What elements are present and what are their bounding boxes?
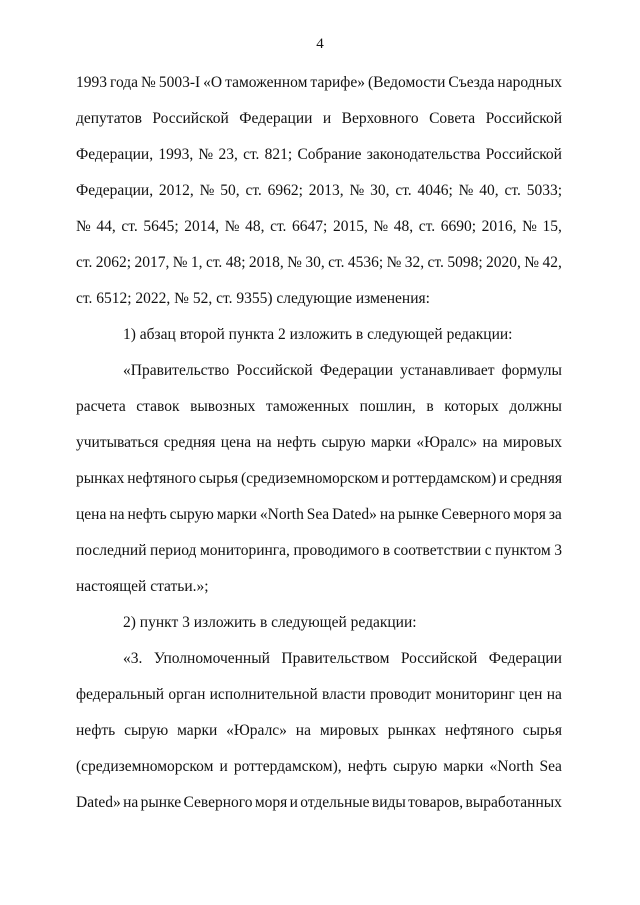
word: 48,	[245, 218, 265, 235]
word: №	[287, 254, 302, 271]
word: ст.	[245, 182, 262, 199]
word: сырую	[124, 722, 169, 739]
word: года	[110, 74, 139, 91]
word: 48,	[393, 218, 414, 235]
word: мировых	[319, 722, 379, 739]
text-line: 1) абзац второй пункта 2 изложить в следующей редакции:	[123, 326, 513, 343]
text-line: ст. 6512; 2022, № 52, ст. 9355) следующие изменения:	[76, 290, 430, 307]
text-line	[76, 360, 562, 396]
word: проводит	[370, 686, 432, 703]
word: нефть	[347, 758, 387, 775]
word: 15,	[542, 218, 562, 235]
text-line	[76, 108, 562, 144]
word: «North	[489, 758, 534, 775]
word: ст.	[328, 254, 345, 271]
word: №	[141, 74, 156, 91]
word: Dated»	[332, 506, 377, 523]
word: нефтяного	[444, 722, 514, 739]
text-line: 2) пункт 3 изложить в следующей редакции:	[123, 614, 417, 631]
word: на	[379, 506, 396, 523]
word: ставок	[136, 398, 180, 415]
word: Верховного	[341, 110, 419, 127]
word: средняя	[163, 434, 216, 451]
word: которых	[444, 398, 499, 415]
word: (Ведомости	[367, 74, 446, 91]
word: моря	[513, 506, 546, 523]
word: 6647;	[292, 218, 328, 235]
word: федеральный	[76, 686, 165, 703]
word: моря	[254, 794, 288, 811]
word: и	[381, 470, 390, 487]
word: власти	[322, 686, 366, 703]
text-line	[76, 180, 562, 216]
word: цена	[220, 434, 252, 451]
word: должны	[509, 398, 562, 415]
word: сырую	[169, 506, 214, 523]
word: 5098;	[447, 254, 483, 271]
word: таможенных	[265, 398, 350, 415]
word: Северного	[183, 794, 253, 811]
word: 2012,	[158, 182, 194, 199]
word: нефть	[127, 506, 167, 523]
word: и	[499, 470, 508, 487]
text-line	[76, 756, 562, 792]
word: №	[349, 182, 365, 199]
word: 5033;	[526, 182, 562, 199]
word: на	[295, 722, 311, 739]
word: пунктом	[495, 542, 551, 559]
word: «North	[259, 506, 304, 523]
word: 48;	[225, 254, 246, 271]
word: законодательства	[366, 146, 481, 163]
word: марки	[443, 758, 484, 775]
word: сырую	[321, 434, 366, 451]
word: (средиземноморском	[76, 758, 214, 775]
word: за	[548, 506, 562, 523]
word: мировых	[502, 434, 562, 451]
word: депутатов	[76, 110, 142, 127]
word: 40,	[479, 182, 499, 199]
word: 5003-I	[158, 74, 201, 91]
word: в	[382, 542, 391, 559]
word: Федерации,	[76, 182, 154, 199]
word: средняя	[510, 470, 562, 487]
word: №	[172, 254, 188, 271]
word: на	[123, 794, 139, 811]
word: №	[522, 218, 537, 235]
text-line	[76, 468, 562, 504]
word: Уполномоченный	[153, 650, 270, 667]
text-line	[76, 684, 562, 720]
word: ст.	[395, 182, 412, 199]
word: Федерации	[239, 110, 313, 127]
word: нефть	[276, 434, 317, 451]
word: 30,	[370, 182, 390, 199]
word: сырья	[198, 470, 239, 487]
word: выработанных	[465, 794, 562, 811]
word: марки	[177, 722, 218, 739]
word: №	[524, 254, 540, 271]
word: вывозных	[190, 398, 256, 415]
word: нефть	[76, 722, 116, 739]
word: 4046;	[417, 182, 453, 199]
word: народных	[497, 74, 562, 91]
text-line	[76, 648, 562, 684]
word: Северного	[441, 506, 511, 523]
word: рынке	[397, 506, 439, 523]
page-number: 4	[316, 36, 324, 52]
word: 42,	[542, 254, 562, 271]
word: рынке	[140, 794, 182, 811]
word: расчета	[76, 398, 126, 415]
word: соответствии	[393, 542, 482, 559]
word: №	[224, 218, 240, 235]
word: 1993	[76, 74, 107, 91]
word: устанавливает	[400, 362, 495, 379]
word: таможенном	[225, 74, 308, 91]
word: №	[199, 182, 215, 199]
word: последний	[76, 542, 147, 559]
word: Федерации,	[76, 146, 154, 163]
text-line	[76, 540, 562, 576]
word: исполнительной	[209, 686, 318, 703]
text-line	[76, 396, 562, 432]
word: проводимого	[293, 542, 380, 559]
word: формулы	[501, 362, 562, 379]
word: Федерации	[319, 362, 394, 379]
word: 6690;	[440, 218, 477, 235]
word: 2013,	[308, 182, 344, 199]
document-body	[76, 72, 562, 828]
word: №	[76, 218, 91, 235]
word: №	[458, 182, 474, 199]
word: 1,	[190, 254, 203, 271]
word: мониторинг	[435, 686, 515, 703]
word: и	[322, 110, 332, 127]
word: сырья	[522, 722, 562, 739]
word: роттердамском)	[392, 470, 497, 487]
word: ст.	[418, 218, 436, 235]
word: 2014,	[184, 218, 220, 235]
word: орган	[168, 686, 206, 703]
word: на	[546, 686, 562, 703]
word: 1993,	[158, 146, 194, 163]
word: ст.	[427, 254, 444, 271]
word: Собрание	[297, 146, 362, 163]
word: «3.	[123, 650, 143, 667]
word: 2020,	[486, 254, 521, 271]
text-line	[76, 144, 562, 180]
text-line	[76, 792, 562, 828]
word: 2016,	[481, 218, 517, 235]
word: «О	[203, 74, 223, 91]
word: ст.	[205, 254, 223, 271]
word: ст.	[504, 182, 521, 199]
text-line	[76, 720, 562, 756]
word: на	[482, 434, 498, 451]
word: 2018,	[248, 254, 284, 271]
word: Съезда	[448, 74, 495, 91]
word: тарифе»	[310, 74, 365, 91]
word: ст.	[76, 254, 93, 271]
word: цена	[76, 506, 107, 523]
word: ст.	[243, 146, 260, 163]
word: и	[289, 794, 298, 811]
word: 2062;	[95, 254, 132, 271]
word: 3	[554, 542, 562, 559]
word: товаров,	[408, 794, 464, 811]
word: 821;	[264, 146, 293, 163]
word: 50,	[220, 182, 240, 199]
word: (средиземноморском	[241, 470, 379, 487]
word: «Правительство	[123, 362, 230, 379]
word: Российской	[152, 110, 229, 127]
word: виды	[371, 794, 406, 811]
word: 2015,	[332, 218, 368, 235]
word: №	[198, 146, 214, 163]
word: Dated»	[76, 794, 121, 811]
word: роттердамском),	[233, 758, 342, 775]
word: марки	[370, 434, 412, 451]
text-line	[76, 252, 562, 288]
word: №	[373, 218, 389, 235]
text-line	[76, 432, 562, 468]
word: рынках	[76, 470, 125, 487]
word: мониторинга,	[199, 542, 290, 559]
word: 5645;	[143, 218, 179, 235]
word: Совета	[429, 110, 476, 127]
word: учитываться	[76, 434, 159, 451]
word: сырую	[393, 758, 438, 775]
word: марки	[216, 506, 257, 523]
word: нефтяного	[127, 470, 197, 487]
word: Российской	[485, 110, 562, 127]
word: 6962;	[267, 182, 303, 199]
word: отдельные	[300, 794, 370, 811]
word: пошлин,	[359, 398, 416, 415]
word: в	[426, 398, 434, 415]
word: №	[386, 254, 402, 271]
word: «Юралс»	[416, 434, 478, 451]
word: 44,	[96, 218, 116, 235]
word: 32,	[404, 254, 425, 271]
word: ст.	[121, 218, 138, 235]
word: 4536;	[347, 254, 384, 271]
text-line	[76, 504, 562, 540]
word: 30,	[305, 254, 325, 271]
word: на	[109, 506, 125, 523]
word: Sea	[539, 758, 562, 775]
word: и	[219, 758, 228, 775]
word: Российской	[236, 362, 313, 379]
text-line: настоящей статьи.»;	[76, 578, 209, 595]
word: Российской	[400, 650, 478, 667]
text-line	[76, 216, 562, 252]
word: 23,	[218, 146, 238, 163]
word: период	[150, 542, 197, 559]
word: Российской	[485, 146, 562, 163]
word: с	[484, 542, 492, 559]
word: цен	[518, 686, 543, 703]
word: 2017,	[134, 254, 170, 271]
word: Федерации	[488, 650, 562, 667]
word: Правительством	[281, 650, 390, 667]
word: «Юралс»	[226, 722, 287, 739]
word: рынках	[387, 722, 437, 739]
word: Sea	[306, 506, 330, 523]
word: на	[256, 434, 272, 451]
word: ст.	[270, 218, 287, 235]
text-line	[76, 72, 562, 108]
